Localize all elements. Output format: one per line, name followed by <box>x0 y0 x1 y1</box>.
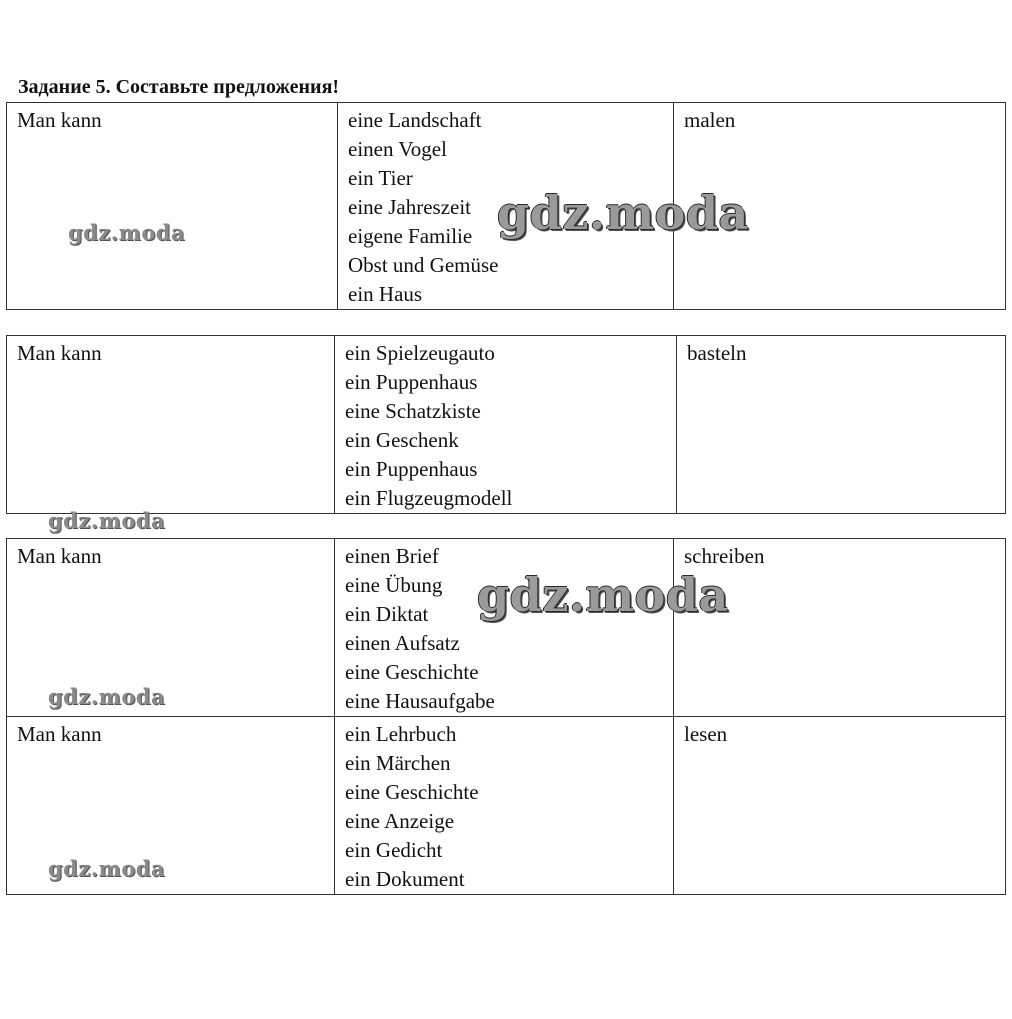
object-phrase: einen Aufsatz <box>345 631 460 655</box>
object-phrase: einen Vogel <box>348 137 447 161</box>
watermark-logo: gdz.moda <box>477 568 729 622</box>
object-phrase: eine Anzeige <box>345 809 455 833</box>
verb-cell: schreiben <box>674 539 1006 717</box>
object-phrase: ein Haus <box>348 282 423 306</box>
object-phrase: ein Lehrbuch <box>345 722 457 746</box>
object-phrase: ein Diktat <box>345 602 429 626</box>
watermark-logo: gdz.moda <box>48 508 166 533</box>
object-phrase: ein Spielzeugauto <box>345 341 495 365</box>
object-phrase: ein Dokument <box>345 867 465 891</box>
object-phrase: eine Schatzkiste <box>345 399 481 423</box>
object-phrase: eine Geschichte <box>345 780 479 804</box>
object-phrase: ein Gedicht <box>345 838 443 862</box>
verb-cell: malen <box>674 103 1006 310</box>
object-phrase: eine Übung <box>345 573 443 597</box>
subject-cell: Man kann <box>7 103 338 310</box>
object-phrase: ein Flugzeugmodell <box>345 486 513 510</box>
object-phrase: eigene Familie <box>348 224 473 248</box>
object-phrase: einen Brief <box>345 544 439 568</box>
object-phrase: eine Landschaft <box>348 108 482 132</box>
table-row <box>7 336 1006 514</box>
object-phrase: ein Puppenhaus <box>345 370 478 394</box>
subject-cell: Man kann <box>7 336 335 514</box>
verb-cell: basteln <box>677 336 1006 514</box>
object-phrase: ein Märchen <box>345 751 451 775</box>
exercise-table-basteln <box>6 335 1006 514</box>
object-phrase: Obst und Gemüse <box>348 253 499 277</box>
object-phrase: eine Hausaufgabe <box>345 689 495 713</box>
watermark-logo: gdz.moda <box>48 856 166 881</box>
objects-cell <box>335 717 674 895</box>
subject-cell: Man kann <box>7 717 335 895</box>
exercise-heading: Задание 5. Составьте предложения! <box>18 76 340 98</box>
object-phrase: ein Tier <box>348 166 413 190</box>
objects-cell <box>335 336 677 514</box>
objects-cell <box>335 539 674 717</box>
subject-cell: Man kann <box>7 539 335 717</box>
object-phrase: ein Puppenhaus <box>345 457 478 481</box>
watermark-logo: gdz.moda <box>68 220 186 245</box>
object-phrase: ein Geschenk <box>345 428 459 452</box>
object-phrase: eine Jahreszeit <box>348 195 472 219</box>
watermark-logo: gdz.moda <box>48 684 166 709</box>
watermark-logo: gdz.moda <box>497 186 749 240</box>
object-phrase: eine Geschichte <box>345 660 479 684</box>
verb-cell: lesen <box>674 717 1006 895</box>
